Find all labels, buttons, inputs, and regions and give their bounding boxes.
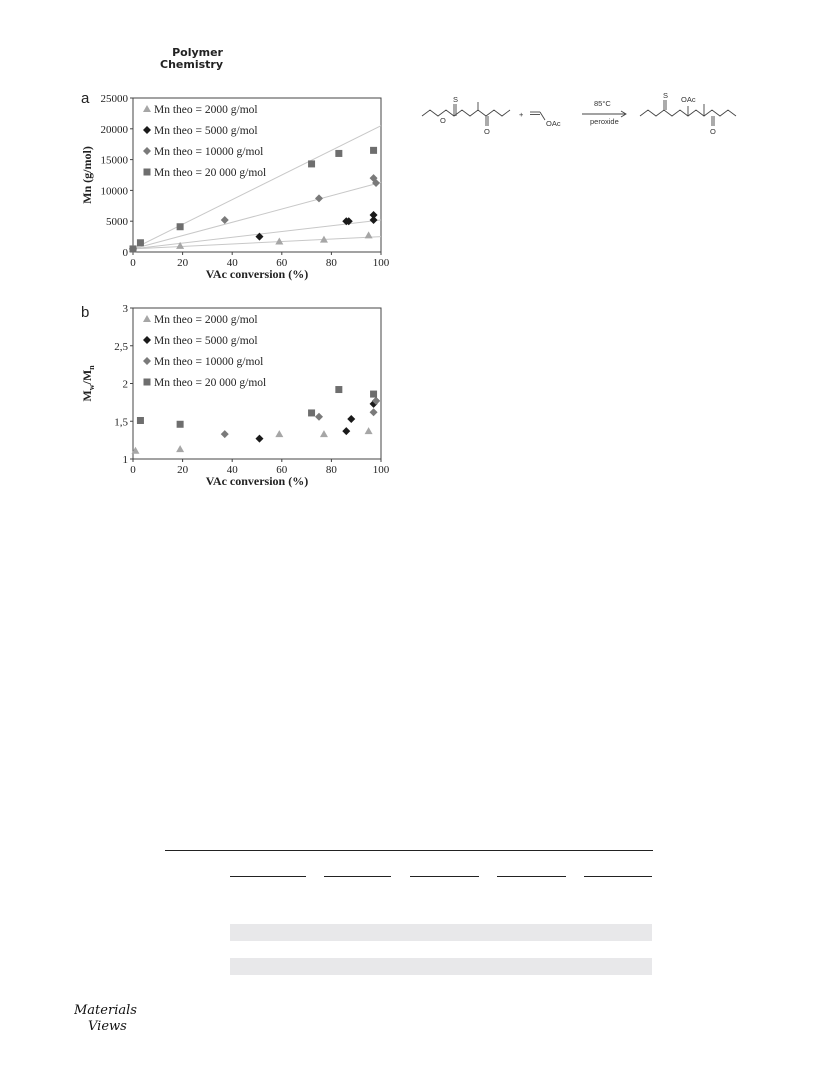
chart-b-point-20000: [335, 386, 342, 393]
chart-b-dispersity-vs-conversion: [80, 300, 390, 495]
chart-b-point-20000: [137, 417, 144, 424]
chart-b-legend-marker-2000: [143, 315, 151, 322]
logo-line2: Views: [88, 1019, 127, 1034]
chart-b-legend-label-10000: Mn theo = 10000 g/mol: [154, 356, 264, 368]
chart-a-x-tick-label: 40: [226, 257, 238, 269]
chart-b-x-tick-label: 60: [276, 464, 288, 476]
chart-b-x-tick-label: 0: [130, 464, 136, 476]
chart-b-legend-marker-5000: [143, 336, 151, 344]
chart-a-point-20000: [177, 223, 184, 230]
chart-b-legend-label-2000: Mn theo = 2000 g/mol: [154, 314, 258, 326]
journal-header: [157, 47, 223, 71]
chart-a-x-tick-label: 0: [130, 257, 136, 269]
product-carbonyl-o-label: O: [710, 127, 716, 136]
chart-a-theory-line-20000: [133, 126, 381, 249]
chart-a-y-axis-title: Mn (g/mol): [80, 146, 94, 204]
chart-b-point-20000: [370, 391, 377, 398]
chart-b-x-tick-label: 100: [372, 464, 390, 476]
chart-a-x-axis-title: VAc conversion (%): [205, 267, 309, 281]
table-shaded-row: [230, 958, 652, 975]
journal-name-line2: Chemistry: [160, 58, 223, 71]
chart-a-y-tick-label: 10000: [100, 185, 128, 198]
table-shaded-row: [230, 924, 652, 941]
reaction-temperature: 85°C: [594, 99, 611, 108]
chart-b-point-5000: [347, 415, 355, 423]
reagent-carbonyl-o-label: O: [484, 127, 490, 136]
chart-a-y-tick-label: 0: [122, 247, 128, 259]
chart-a-legend-label-10000: Mn theo = 10000 g/mol: [154, 146, 264, 158]
chart-a-y-tick-label: 20000: [100, 123, 128, 136]
chart-b-x-axis-title: VAc conversion (%): [205, 474, 309, 488]
chart-b-y-tick-label: 1,5: [114, 416, 128, 429]
logo-line1: Materials: [74, 1003, 137, 1018]
chart-a-x-tick-label: 100: [372, 257, 390, 269]
table-header-rule-2: [324, 876, 391, 877]
chart-a-y-tick-label: 5000: [106, 216, 128, 229]
chart-b-y-tick-label: 3: [122, 303, 128, 315]
reaction-initiator: peroxide: [590, 117, 619, 126]
chart-a-point-10000: [221, 216, 229, 224]
table-header-rule-4: [497, 876, 566, 877]
chart-a-point-20000: [137, 239, 144, 246]
data-table: [165, 850, 653, 980]
table-top-rule: [165, 850, 653, 851]
chart-b-x-tick-label: 80: [325, 464, 337, 476]
chart-b-point-20000: [308, 409, 315, 416]
product-s-label: S: [663, 91, 669, 100]
chart-a-x-tick-label: 20: [177, 257, 189, 269]
chart-b-x-tick-label: 40: [226, 464, 238, 476]
journal-name-line1: Polymer: [172, 46, 223, 59]
chart-b-point-10000: [370, 408, 378, 416]
chart-b-y-axis-title: $M_w/M_n$: [80, 365, 96, 402]
chart-b-point-10000: [221, 430, 229, 438]
chart-a-legend-marker-10000: [143, 147, 151, 155]
product-oac-label: OAc: [681, 95, 696, 104]
chart-b-y-tick-label: 1: [122, 454, 128, 466]
chart-b-legend-marker-20000: [144, 379, 151, 386]
chart-a-legend-marker-2000: [143, 105, 151, 112]
chart-b-point-2000: [320, 430, 328, 437]
table-header-rule-5: [584, 876, 652, 877]
reagent-s-label: S: [453, 95, 459, 104]
chart-a-legend-label-20000: Mn theo = 20 000 g/mol: [154, 167, 267, 179]
reaction-scheme: [418, 90, 748, 150]
chart-a-legend-label-5000: Mn theo = 5000 g/mol: [154, 125, 258, 137]
chart-b-legend-label-5000: Mn theo = 5000 g/mol: [154, 335, 258, 347]
chart-b-point-2000: [365, 427, 373, 434]
chart-b-point-10000: [315, 413, 323, 421]
chart-a-point-20000: [335, 150, 342, 157]
chart-b-legend-label-20000: Mn theo = 20 000 g/mol: [154, 377, 267, 389]
chart-b-point-2000: [176, 445, 184, 452]
chart-a-point-20000: [130, 245, 137, 252]
chart-b-x-tick-label: 20: [177, 464, 189, 476]
table-header-rule-1: [230, 876, 306, 877]
chart-a-y-tick-label: 15000: [100, 154, 128, 167]
chart-b-point-5000: [255, 435, 263, 443]
reagent-o-label: O: [440, 116, 446, 125]
chart-a-theory-line-5000: [133, 220, 381, 249]
chart-a-point-20000: [370, 147, 377, 154]
chart-a-point-5000: [370, 211, 378, 219]
panel-label-b: b: [81, 304, 90, 321]
chart-a-point-2000: [365, 231, 373, 238]
chart-a-legend-marker-20000: [144, 169, 151, 176]
chart-a-legend-marker-5000: [143, 126, 151, 134]
vac-oac-label: OAc: [546, 119, 561, 128]
chart-b-point-2000: [275, 430, 283, 437]
chart-b-point-5000: [342, 427, 350, 435]
chart-a-x-tick-label: 60: [276, 257, 288, 269]
chart-b-y-tick-label: 2,5: [114, 340, 128, 353]
table-header-rule-3: [410, 876, 479, 877]
panel-label-a: a: [81, 90, 90, 107]
chart-b-legend-marker-10000: [143, 357, 151, 365]
chart-b-point-20000: [177, 421, 184, 428]
chart-a-mn-vs-conversion: [80, 88, 390, 293]
plus-sign: +: [519, 110, 524, 119]
materials-views-logo: [74, 1000, 138, 1034]
chart-a-x-tick-label: 80: [325, 257, 337, 269]
chart-a-y-tick-label: 25000: [100, 93, 128, 105]
chart-a-point-20000: [308, 160, 315, 167]
chart-b-y-tick-label: 2: [122, 378, 128, 391]
chart-a-legend-label-2000: Mn theo = 2000 g/mol: [154, 104, 258, 116]
chart-a-point-10000: [315, 194, 323, 202]
